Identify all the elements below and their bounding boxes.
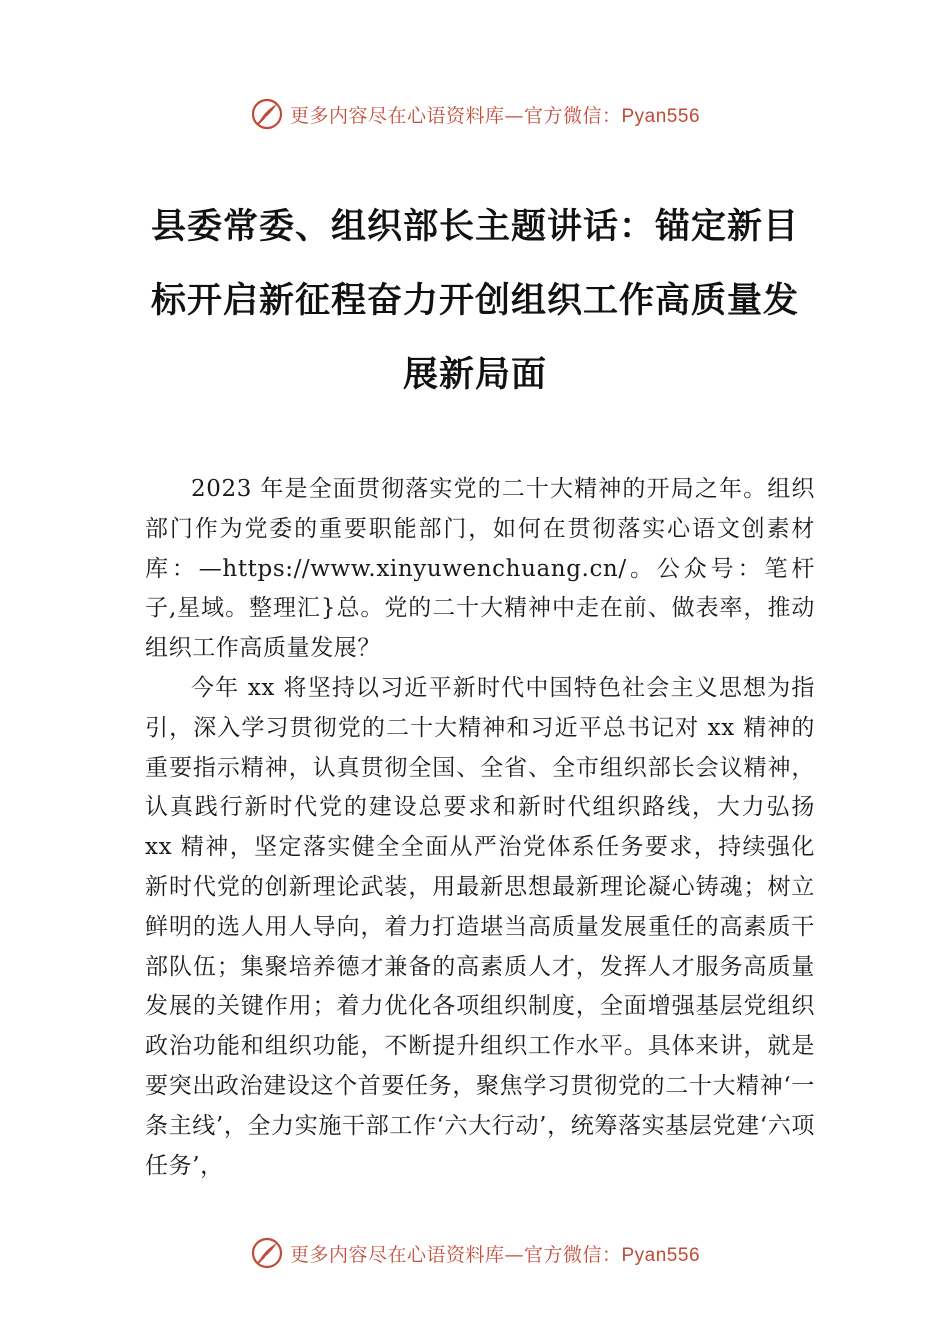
header-banner bbox=[0, 94, 950, 134]
header-wechat-id: Pyan556 bbox=[621, 105, 701, 127]
quill-logo-icon bbox=[250, 1236, 284, 1270]
footer-banner-text bbox=[290, 1240, 700, 1267]
header-banner-text bbox=[290, 101, 700, 128]
document-title: 县委常委、组织部长主题讲话：锚定新目标开启新征程奋力开创组织工作高质量发展新局面 bbox=[150, 206, 799, 395]
footer-banner-label: 更多内容尽在心语资料库—官方微信： bbox=[289, 1243, 622, 1266]
document-body bbox=[145, 470, 815, 1186]
footer-banner bbox=[0, 1233, 950, 1273]
quill-logo-icon bbox=[250, 97, 284, 131]
body-paragraph-1: 2023 年是全面贯彻落实党的二十大精神的开局之年。组织部门作为党委的重要职能部门，如何在贯彻落实心语文创素材库：—https://www.xinyuwenchuang.cn/。公众号：笔杆子,星域。整理汇}总。党的二十大精神中走在前、做表率，推动组织工作高质量发展？ bbox=[145, 476, 815, 662]
body-paragraph-2: 今年 xx 将坚持以习近平新时代中国特色社会主义思想为指引，深入学习贯彻党的二十大精神和习近平总书记对 xx 精神的重要指示精神，认真贯彻全国、全省、全市组织部长会议精神，认真践行新时代党的建设总要求和新时代组织路线，大力弘扬 xx 精神，坚定落实健全全面从严治党体系任务要求，持续强化新时代党的创新理论武装，用最新思想最新理论凝心铸魂；树立鲜明的选人用人导向，着力打造堪当高质量发展重任的高素质干部队伍；集聚培养德才兼备的高素质人才，发挥人才服务高质量发展的关键作用；着力优化各项组织制度，全面增强基层党组织政治功能和组织功能，不断提升组织工作水平。具体来讲，就是要突出政治建设这个首要任务，聚焦学习贯彻党的二十大精神‘一条主线’，全力实施干部工作‘六大行动’，统筹落实基层党建‘六项任务’， bbox=[145, 674, 816, 1179]
footer-wechat-id: Pyan556 bbox=[621, 1244, 701, 1266]
header-banner-label: 更多内容尽在心语资料库—官方微信： bbox=[289, 104, 622, 127]
